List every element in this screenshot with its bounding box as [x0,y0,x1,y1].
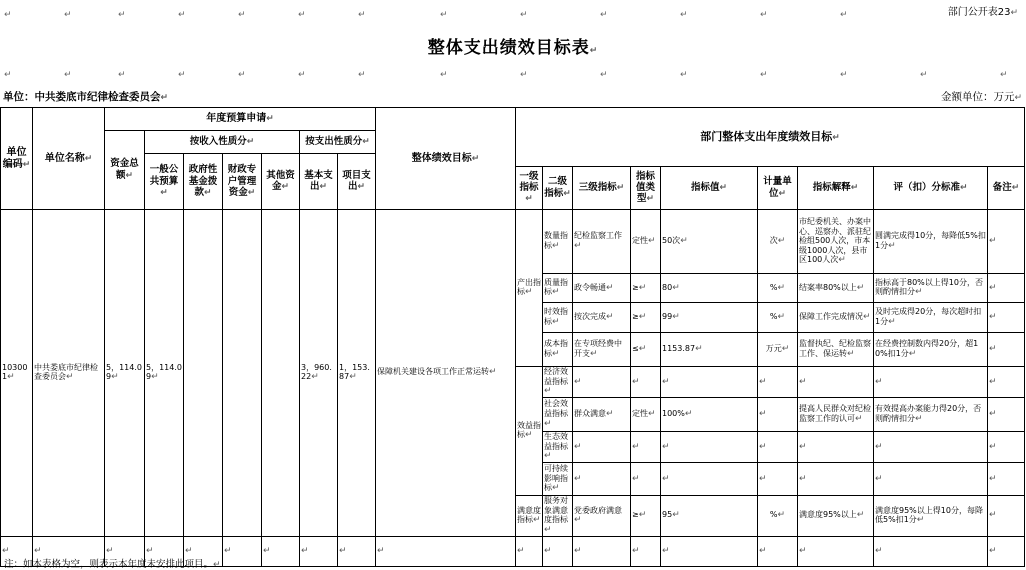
cell-remark: ↵ [988,274,1025,303]
cell-gov-fund [184,210,223,537]
cell-empty: ↵ [105,536,145,566]
cell-empty: ↵ [184,536,223,566]
cell-level3: 群众满意↵ [573,397,631,431]
cell-level1-benefit: 效益指标↵ [516,367,543,496]
cell-unit: ↵ [758,397,798,431]
cell-level3: ↵ [573,367,631,398]
cell-empty: ↵ [300,536,338,566]
cell-explain: ↵ [798,367,874,398]
header-dept-goals: 部门整体支出年度绩效目标↵ [516,108,1025,167]
cell-empty: ↵ [631,536,661,566]
footnote: 注：如本表格为空，则表示本年度未安排此项目。↵ [4,559,221,570]
cell-scoring: 在经费控制数内得20分，超10%扣1分↵ [874,333,988,367]
header-level1: 一级指标↵ [516,167,543,210]
cell-level3: 在专项经费中开支↵ [573,333,631,367]
paragraph-marks: ↵ ↵ ↵ ↵ ↵ ↵ ↵ ↵ ↵ ↵ ↵ ↵ ↵ ↵ ↵ [4,70,1008,80]
cell-remark: ↵ [988,462,1025,495]
cell-remark: ↵ [988,495,1025,536]
cell-explain: 监督执纪、纪检监察工作、保运转↵ [798,333,874,367]
cell-level3: 党委政府满意↵ [573,495,631,536]
cell-remark: ↵ [988,333,1025,367]
header-special-fund: 财政专户管理资金↵ [223,154,262,210]
header-by-expense: 按支出性质分↵ [300,131,376,154]
cell-scoring: 有效提高办案能力得20分，否则酌情扣分↵ [874,397,988,431]
cell-scoring: 圆满完成得10分，每降低5%扣1分↵ [874,210,988,274]
cell-remark: ↵ [988,367,1025,398]
cell-level2: 数量指标↵ [543,210,573,274]
cell-explain: ↵ [798,431,874,462]
cell-remark: ↵ [988,397,1025,431]
cell-value: ↵ [661,367,758,398]
cell-remark: ↵ [988,210,1025,274]
header-explain: 指标解释↵ [798,167,874,210]
cell-empty: ↵ [874,536,988,566]
header-annual-budget: 年度预算申请↵ [105,108,376,131]
cell-empty: ↵ [262,536,300,566]
header-overall-goal: 整体绩效目标↵ [376,108,516,210]
header-basic-expense: 基本支出↵ [300,154,338,210]
cell-unit: ↵ [758,431,798,462]
paragraph-marks: ↵ ↵ ↵ ↵ ↵ ↵ ↵ ↵ ↵ ↵ ↵ ↵ ↵ [4,10,848,20]
cell-explain: 市纪委机关、办案中心、巡察办、派驻纪检组500人次，市本级1000人次，县市区100人次↵ [798,210,874,274]
cell-explain: 保障工作完成情况↵ [798,303,874,333]
cell-explain: 结案率80%以上↵ [798,274,874,303]
performance-goal-table [0,107,1025,567]
amount-unit-label: 金额单位：万元↵ [940,91,1022,103]
cell-level2: 生态效益指标↵ [543,431,573,462]
table-row [1,210,1025,274]
header-gov-fund: 政府性基金拨款↵ [184,154,223,210]
cell-unit: %↵ [758,303,798,333]
cell-value: ↵ [661,462,758,495]
cell-value: ↵ [661,431,758,462]
cell-scoring: 满意度95%以上得10分，每降低5%扣1分↵ [874,495,988,536]
cell-project-expense: 1，153.87↵ [338,210,376,537]
header-general-budget: 一般公共预算↵ [145,154,184,210]
cell-unit: 万元↵ [758,333,798,367]
cell-value-type: ≥↵ [631,274,661,303]
cell-value: 50次↵ [661,210,758,274]
cell-level2: 质量指标↵ [543,274,573,303]
cell-remark: ↵ [988,431,1025,462]
header-total-funds: 资金总额↵ [105,131,145,210]
cell-scoring: ↵ [874,367,988,398]
cell-unit-code: 103001↵ [1,210,33,537]
cell-unit: %↵ [758,274,798,303]
cell-value-type: ↵ [631,431,661,462]
cell-unit: ↵ [758,367,798,398]
header-by-income: 按收入性质分↵ [145,131,300,154]
cell-explain: 满意度95%以上↵ [798,495,874,536]
cell-unit: 次↵ [758,210,798,274]
header-remark: 备注↵ [988,167,1025,210]
header-unit: 计量单位↵ [758,167,798,210]
cell-level3: 纪检监察工作↵ [573,210,631,274]
cell-level2: 可持续影响指标↵ [543,462,573,495]
cell-empty: ↵ [516,536,543,566]
form-number: 部门公开表23↵ [947,7,1018,18]
cell-value-type: ↵ [631,367,661,398]
cell-scoring: ↵ [874,462,988,495]
cell-scoring: 指标高于80%以上得10分，否则酌情扣分↵ [874,274,988,303]
cell-empty: ↵ [376,536,516,566]
header-scoring: 评（扣）分标准↵ [874,167,988,210]
cell-level3: ↵ [573,462,631,495]
cell-scoring: ↵ [874,431,988,462]
cell-empty: ↵ [798,536,874,566]
unit-name-line: 单位：中共娄底市纪律检查委员会↵ [3,91,169,103]
cell-total-funds: 5，114.09↵ [105,210,145,537]
header-value: 指标值↵ [661,167,758,210]
cell-empty: ↵ [543,536,573,566]
cell-level3: 按次完成↵ [573,303,631,333]
cell-level2: 时效指标↵ [543,303,573,333]
cell-value-type: ≤↵ [631,333,661,367]
cell-general-budget: 5，114.09↵ [145,210,184,537]
cell-empty: ↵ [758,536,798,566]
cell-value: 80↵ [661,274,758,303]
cell-empty: ↵ [33,536,105,566]
cell-value-type: ≥↵ [631,303,661,333]
cell-value: 99↵ [661,303,758,333]
cell-other-funds [262,210,300,537]
cell-empty: ↵ [573,536,631,566]
cell-unit: %↵ [758,495,798,536]
cell-special-fund [223,210,262,537]
cell-empty: ↵ [145,536,184,566]
header-unit-name: 单位名称↵ [33,108,105,210]
cell-level1-satisfaction: 满意度指标↵ [516,495,543,536]
cell-value-type: 定性↵ [631,210,661,274]
header-level3: 三级指标↵ [573,167,631,210]
cell-level2: 社会效益指标↵ [543,397,573,431]
header-project-expense: 项目支出↵ [338,154,376,210]
cell-value-type: 定性↵ [631,397,661,431]
cell-value: 100%↵ [661,397,758,431]
cell-level2: 经济效益指标↵ [543,367,573,398]
cell-value: 1153.87↵ [661,333,758,367]
cell-unit-name: 中共娄底市纪律检查委员会↵ [33,210,105,537]
cell-empty: ↵ [661,536,758,566]
cell-remark: ↵ [988,303,1025,333]
cell-empty: ↵ [338,536,376,566]
header-unit-code: 单位编码↵ [1,108,33,210]
cell-level3: ↵ [573,431,631,462]
cell-level3: 政令畅通↵ [573,274,631,303]
header-other-funds: 其他资金↵ [262,154,300,210]
cell-value: 95↵ [661,495,758,536]
cell-empty: ↵ [1,536,33,566]
cell-unit: ↵ [758,462,798,495]
cell-overall-goal: 保障机关建设各项工作正常运转↵ [376,210,516,537]
cell-level2: 成本指标↵ [543,333,573,367]
cell-value-type: ↵ [631,462,661,495]
cell-basic-expense: 3，960.22↵ [300,210,338,537]
cell-value-type: ≥↵ [631,495,661,536]
header-value-type: 指标值类型↵ [631,167,661,210]
cell-level1-output: 产出指标↵ [516,210,543,367]
cell-scoring: 及时完成得20分，每次超时扣1分↵ [874,303,988,333]
cell-empty: ↵ [988,536,1025,566]
cell-level2: 服务对象满意度指标↵ [543,495,573,536]
cell-explain: ↵ [798,462,874,495]
cell-explain: 提高人民群众对纪检监察工作的认可↵ [798,397,874,431]
cell-empty: ↵ [223,536,262,566]
header-level2: 二级指标↵ [543,167,573,210]
page-title: 整体支出绩效目标表↵ [427,38,599,58]
